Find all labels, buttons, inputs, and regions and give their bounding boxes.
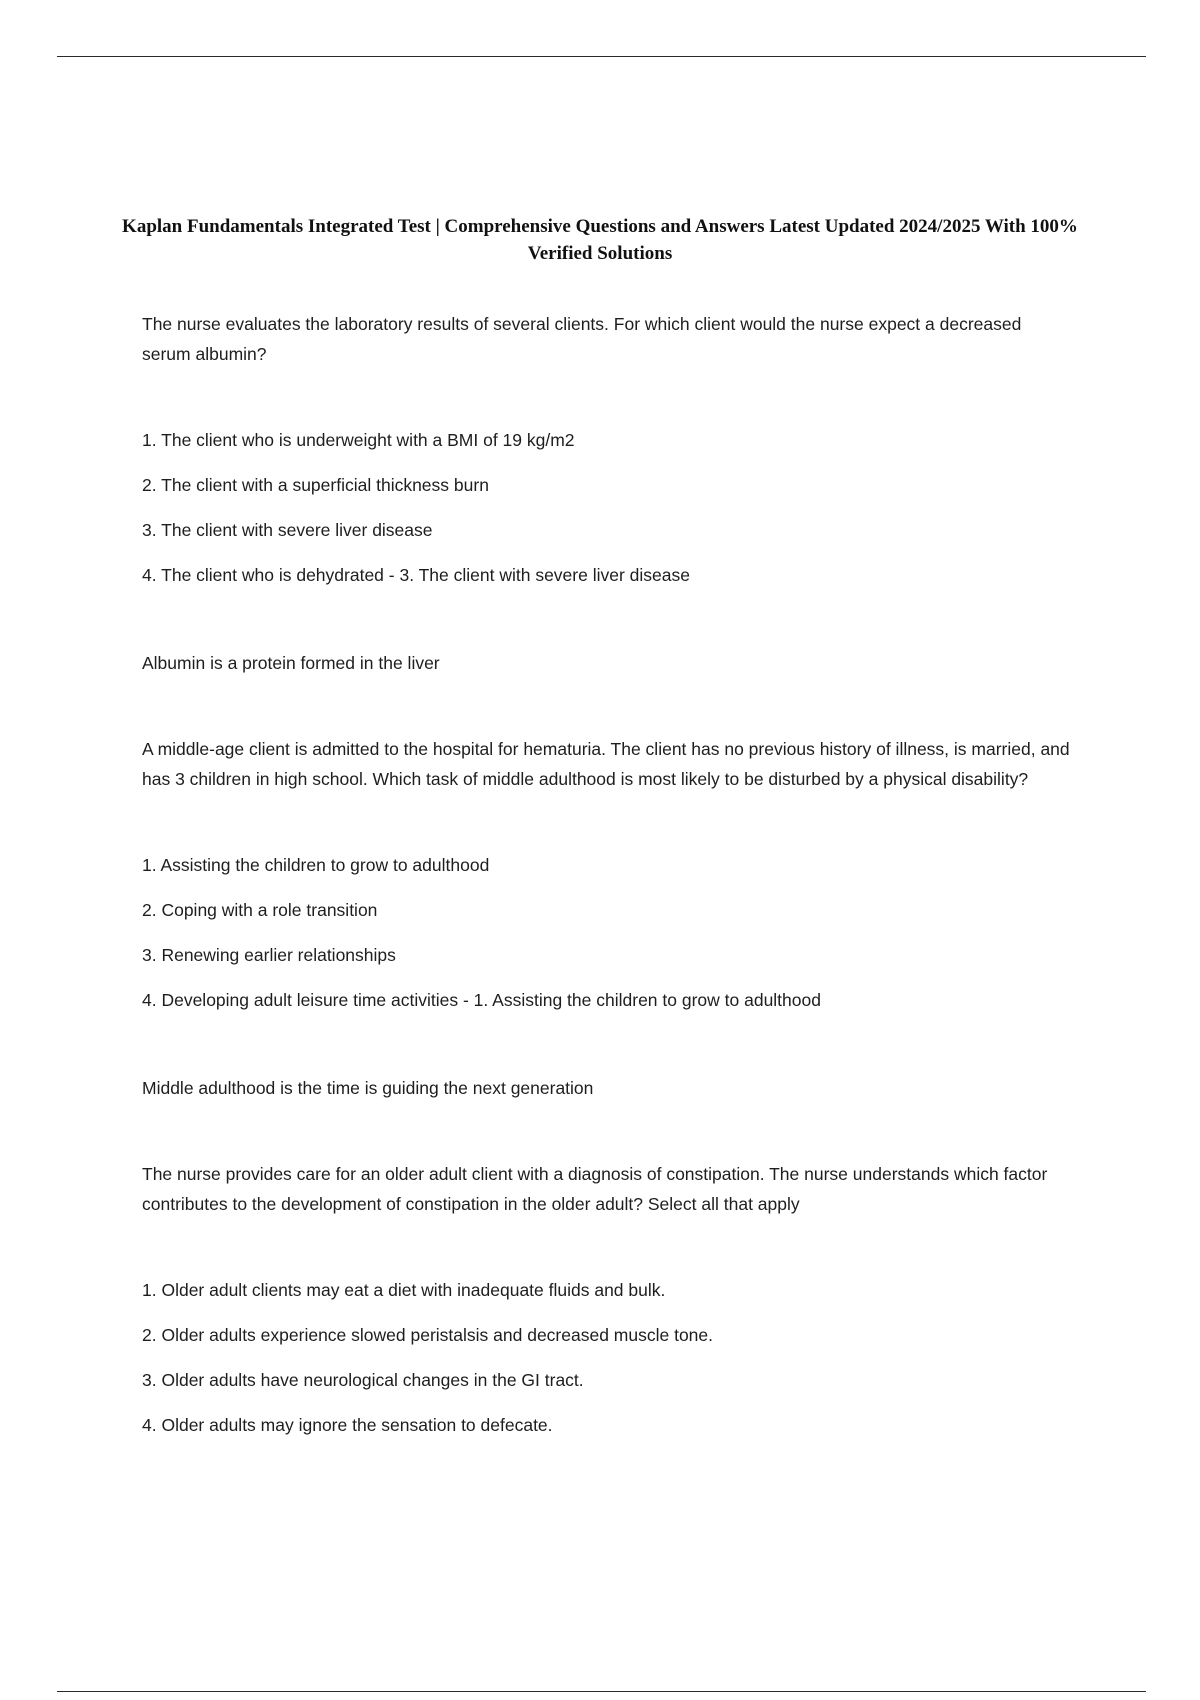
document-body xyxy=(142,309,1072,1455)
header-rule xyxy=(57,56,1146,57)
question-1-option-2: 2. The client with a superficial thickness burn xyxy=(142,475,489,495)
footer-rule xyxy=(57,1691,1146,1692)
question-2-text: A middle-age client is admitted to the hospital for hematuria. The client has no previous history of illness, is married, and has 3 children in high school. Which task of middle adulthood is most likely to be disturbed by a physical disability? xyxy=(142,739,1070,789)
question-3-option-3: 3. Older adults have neurological changes in the GI tract. xyxy=(142,1370,584,1390)
question-1-text: The nurse evaluates the laboratory results of several clients. For which client would the nurse expect a decreased serum albumin? xyxy=(142,314,1022,364)
question-1-option-1: 1. The client who is underweight with a BMI of 19 kg/m2 xyxy=(142,430,575,450)
question-2-option-4: 4. Developing adult leisure time activities - 1. Assisting the children to grow to adulthood xyxy=(142,990,821,1010)
question-3-text: The nurse provides care for an older adult client with a diagnosis of constipation. The nurse understands which factor contributes to the development of constipation in the older adult? Select all that apply xyxy=(142,1164,1048,1214)
question-1-rationale: Albumin is a protein formed in the liver xyxy=(142,653,440,673)
question-3-option-1: 1. Older adult clients may eat a diet with inadequate fluids and bulk. xyxy=(142,1280,666,1300)
question-1-option-4: 4. The client who is dehydrated - 3. The client with severe liver disease xyxy=(142,565,690,585)
question-2-rationale: Middle adulthood is the time is guiding the next generation xyxy=(142,1078,594,1098)
question-1-option-3: 3. The client with severe liver disease xyxy=(142,520,433,540)
question-2-option-2: 2. Coping with a role transition xyxy=(142,900,378,920)
question-3-option-4: 4. Older adults may ignore the sensation to defecate. xyxy=(142,1415,553,1435)
question-2-option-1: 1. Assisting the children to grow to adulthood xyxy=(142,855,490,875)
question-2-option-3: 3. Renewing earlier relationships xyxy=(142,945,396,965)
question-3-option-2: 2. Older adults experience slowed peristalsis and decreased muscle tone. xyxy=(142,1325,714,1345)
document-title: Kaplan Fundamentals Integrated Test | Comprehensive Questions and Answers Latest Updated 2024/2025 With 100% Verified Solutions xyxy=(122,216,1078,264)
